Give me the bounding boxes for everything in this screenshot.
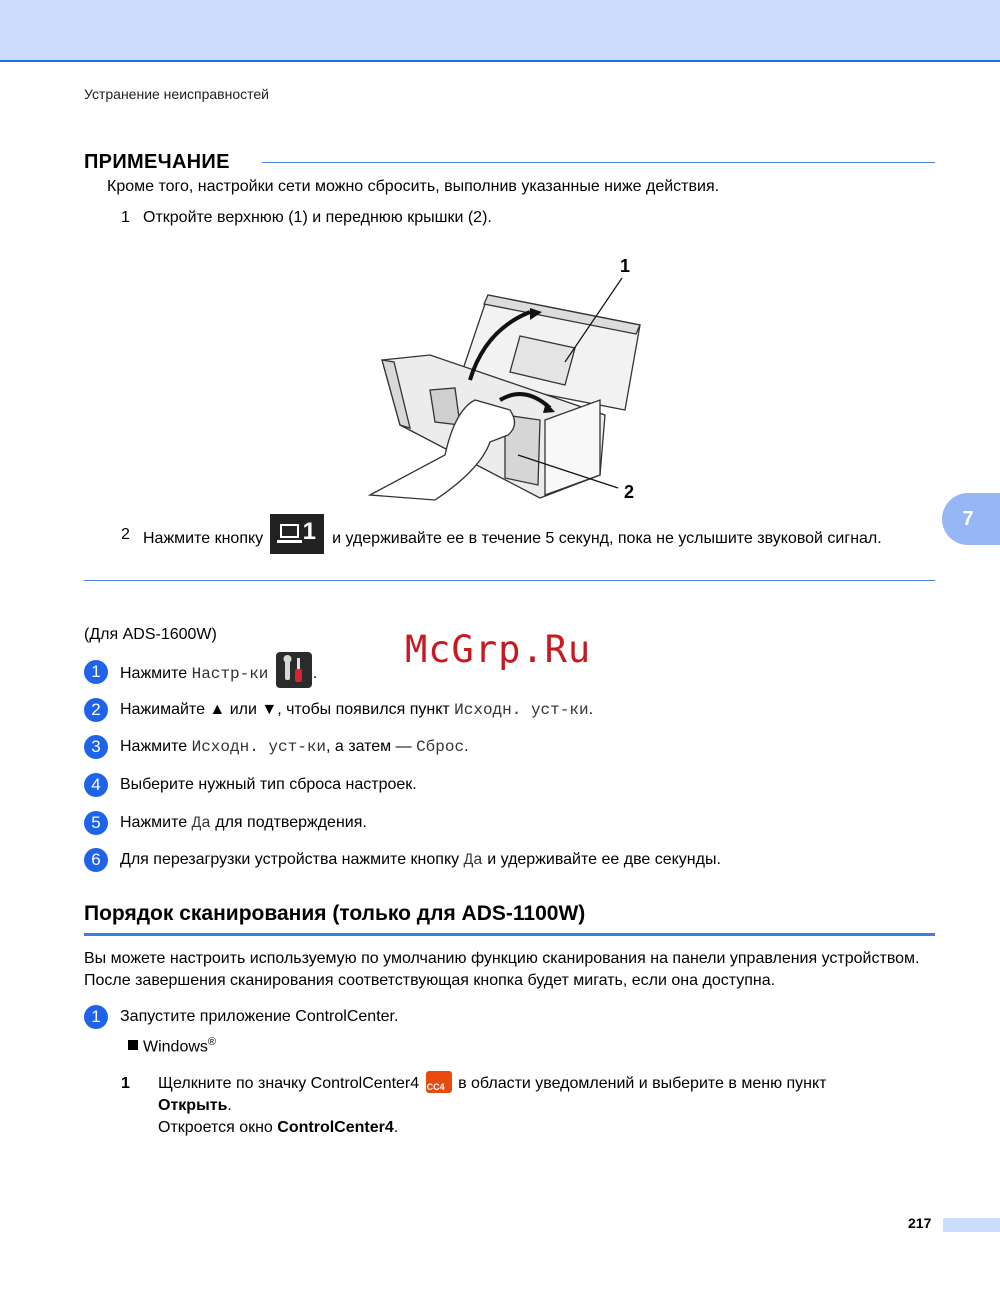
running-head: Устранение неисправностей xyxy=(84,86,269,102)
reset-menu-lcd-label: Исходн. уст-ки xyxy=(191,738,327,756)
note-step-1-number: 1 xyxy=(121,209,130,226)
header-band xyxy=(0,0,1000,62)
pc-scan-key[interactable] xyxy=(270,514,324,554)
page-tab xyxy=(943,1218,1000,1232)
step-6-end: и удерживайте ее две секунды. xyxy=(482,851,721,868)
section-body: Вы можете настроить используемую по умолчанию функцию сканирования на панели управления устройством. После завершения сканирования соответствующая кнопка будет мигать, если она доступна. xyxy=(84,950,920,989)
step-2-text: Нажимайте ▲ или ▼, чтобы появился пункт xyxy=(120,701,455,718)
yes-lcd-label: Да xyxy=(191,814,211,832)
watermark: McGrp.Ru xyxy=(405,628,592,671)
note-end-rule xyxy=(84,580,935,581)
windows-label: Windows xyxy=(143,1038,208,1056)
scanner-illustration xyxy=(360,250,660,510)
sub-step-number: 1 xyxy=(121,1075,130,1092)
note-step-2-number: 2 xyxy=(121,526,130,543)
controlcenter4-tray-icon[interactable] xyxy=(426,1071,452,1093)
step-badge: 1 xyxy=(84,1005,108,1029)
note-title: ПРИМЕЧАНИЕ xyxy=(84,151,230,173)
callout-1: 1 xyxy=(620,256,631,276)
sub-step-line1-before: Щелкните по значку ControlCenter4 xyxy=(158,1075,420,1092)
page-number: 217 xyxy=(908,1215,932,1231)
callout-2: 2 xyxy=(624,482,635,502)
note-rule xyxy=(262,162,935,163)
note-step-2-text xyxy=(143,518,933,554)
reset-lcd-label: Сброс xyxy=(416,738,465,756)
open-menu-item: Открыть xyxy=(158,1097,228,1114)
windows-bullet xyxy=(128,1036,216,1056)
sub-step-line3-before: Откроется окно xyxy=(158,1119,278,1136)
reset-menu-lcd-label: Исходн. уст-ки xyxy=(454,701,589,719)
step-3-middle: , а затем — xyxy=(326,738,417,755)
note-intro: Кроме того, настройки сети можно сбросить, выполнив указанные ниже действия. xyxy=(107,178,720,195)
pc-scan-key-label: 1 xyxy=(302,518,316,545)
step-2-end: . xyxy=(588,701,594,718)
chapter-tab xyxy=(942,493,1000,545)
registered-mark: ® xyxy=(207,1036,217,1048)
yes-lcd-label: Да xyxy=(463,851,483,869)
controlcenter4-window-name: ControlCenter4 xyxy=(277,1119,394,1136)
sub-step-line3-end: . xyxy=(393,1119,399,1136)
step-6-text: Для перезагрузки устройства нажмите кнопку xyxy=(120,851,464,868)
step-badge: 2 xyxy=(84,698,108,722)
step-5-end: для подтверждения. xyxy=(210,814,367,831)
settings-tools-icon[interactable] xyxy=(276,652,312,688)
step-4-text: Выберите нужный тип сброса настроек. xyxy=(120,776,417,793)
section-step-1-text: Запустите приложение ControlCenter. xyxy=(120,1008,399,1025)
step-3-end: . xyxy=(464,738,469,755)
settings-lcd-label: Настр-ки xyxy=(191,665,269,684)
step-3-text: Нажмите xyxy=(120,738,192,755)
step-5-text: Нажмите xyxy=(120,814,192,831)
step-badge: 4 xyxy=(84,773,108,797)
step-badge: 6 xyxy=(84,848,108,872)
model-label: (Для ADS-1600W) xyxy=(84,626,217,643)
sub-step-line1-after: в области уведомлений и выберите в меню пункт xyxy=(458,1075,827,1092)
bullet-square xyxy=(128,1040,138,1050)
section-rule xyxy=(84,933,935,936)
step-1-end: . xyxy=(312,665,318,683)
chapter-tab-label: 7 xyxy=(962,508,974,530)
note-step-1-text: Откройте верхнюю (1) и переднюю крышки (2). xyxy=(143,209,492,226)
monitor-icon xyxy=(280,524,299,538)
sub-step-line2-end: . xyxy=(227,1097,232,1114)
step-badge: 3 xyxy=(84,735,108,759)
note-step-2-after: и удерживайте ее в течение 5 секунд, пока не услышите звуковой сигнал. xyxy=(332,530,882,548)
section-title: Порядок сканирования (только для ADS-1100W) xyxy=(84,902,586,925)
step-1-text: Нажмите xyxy=(120,665,192,683)
step-badge: 5 xyxy=(84,811,108,835)
note-step-2-before: Нажмите кнопку xyxy=(143,530,264,548)
step-badge: 1 xyxy=(84,660,108,684)
